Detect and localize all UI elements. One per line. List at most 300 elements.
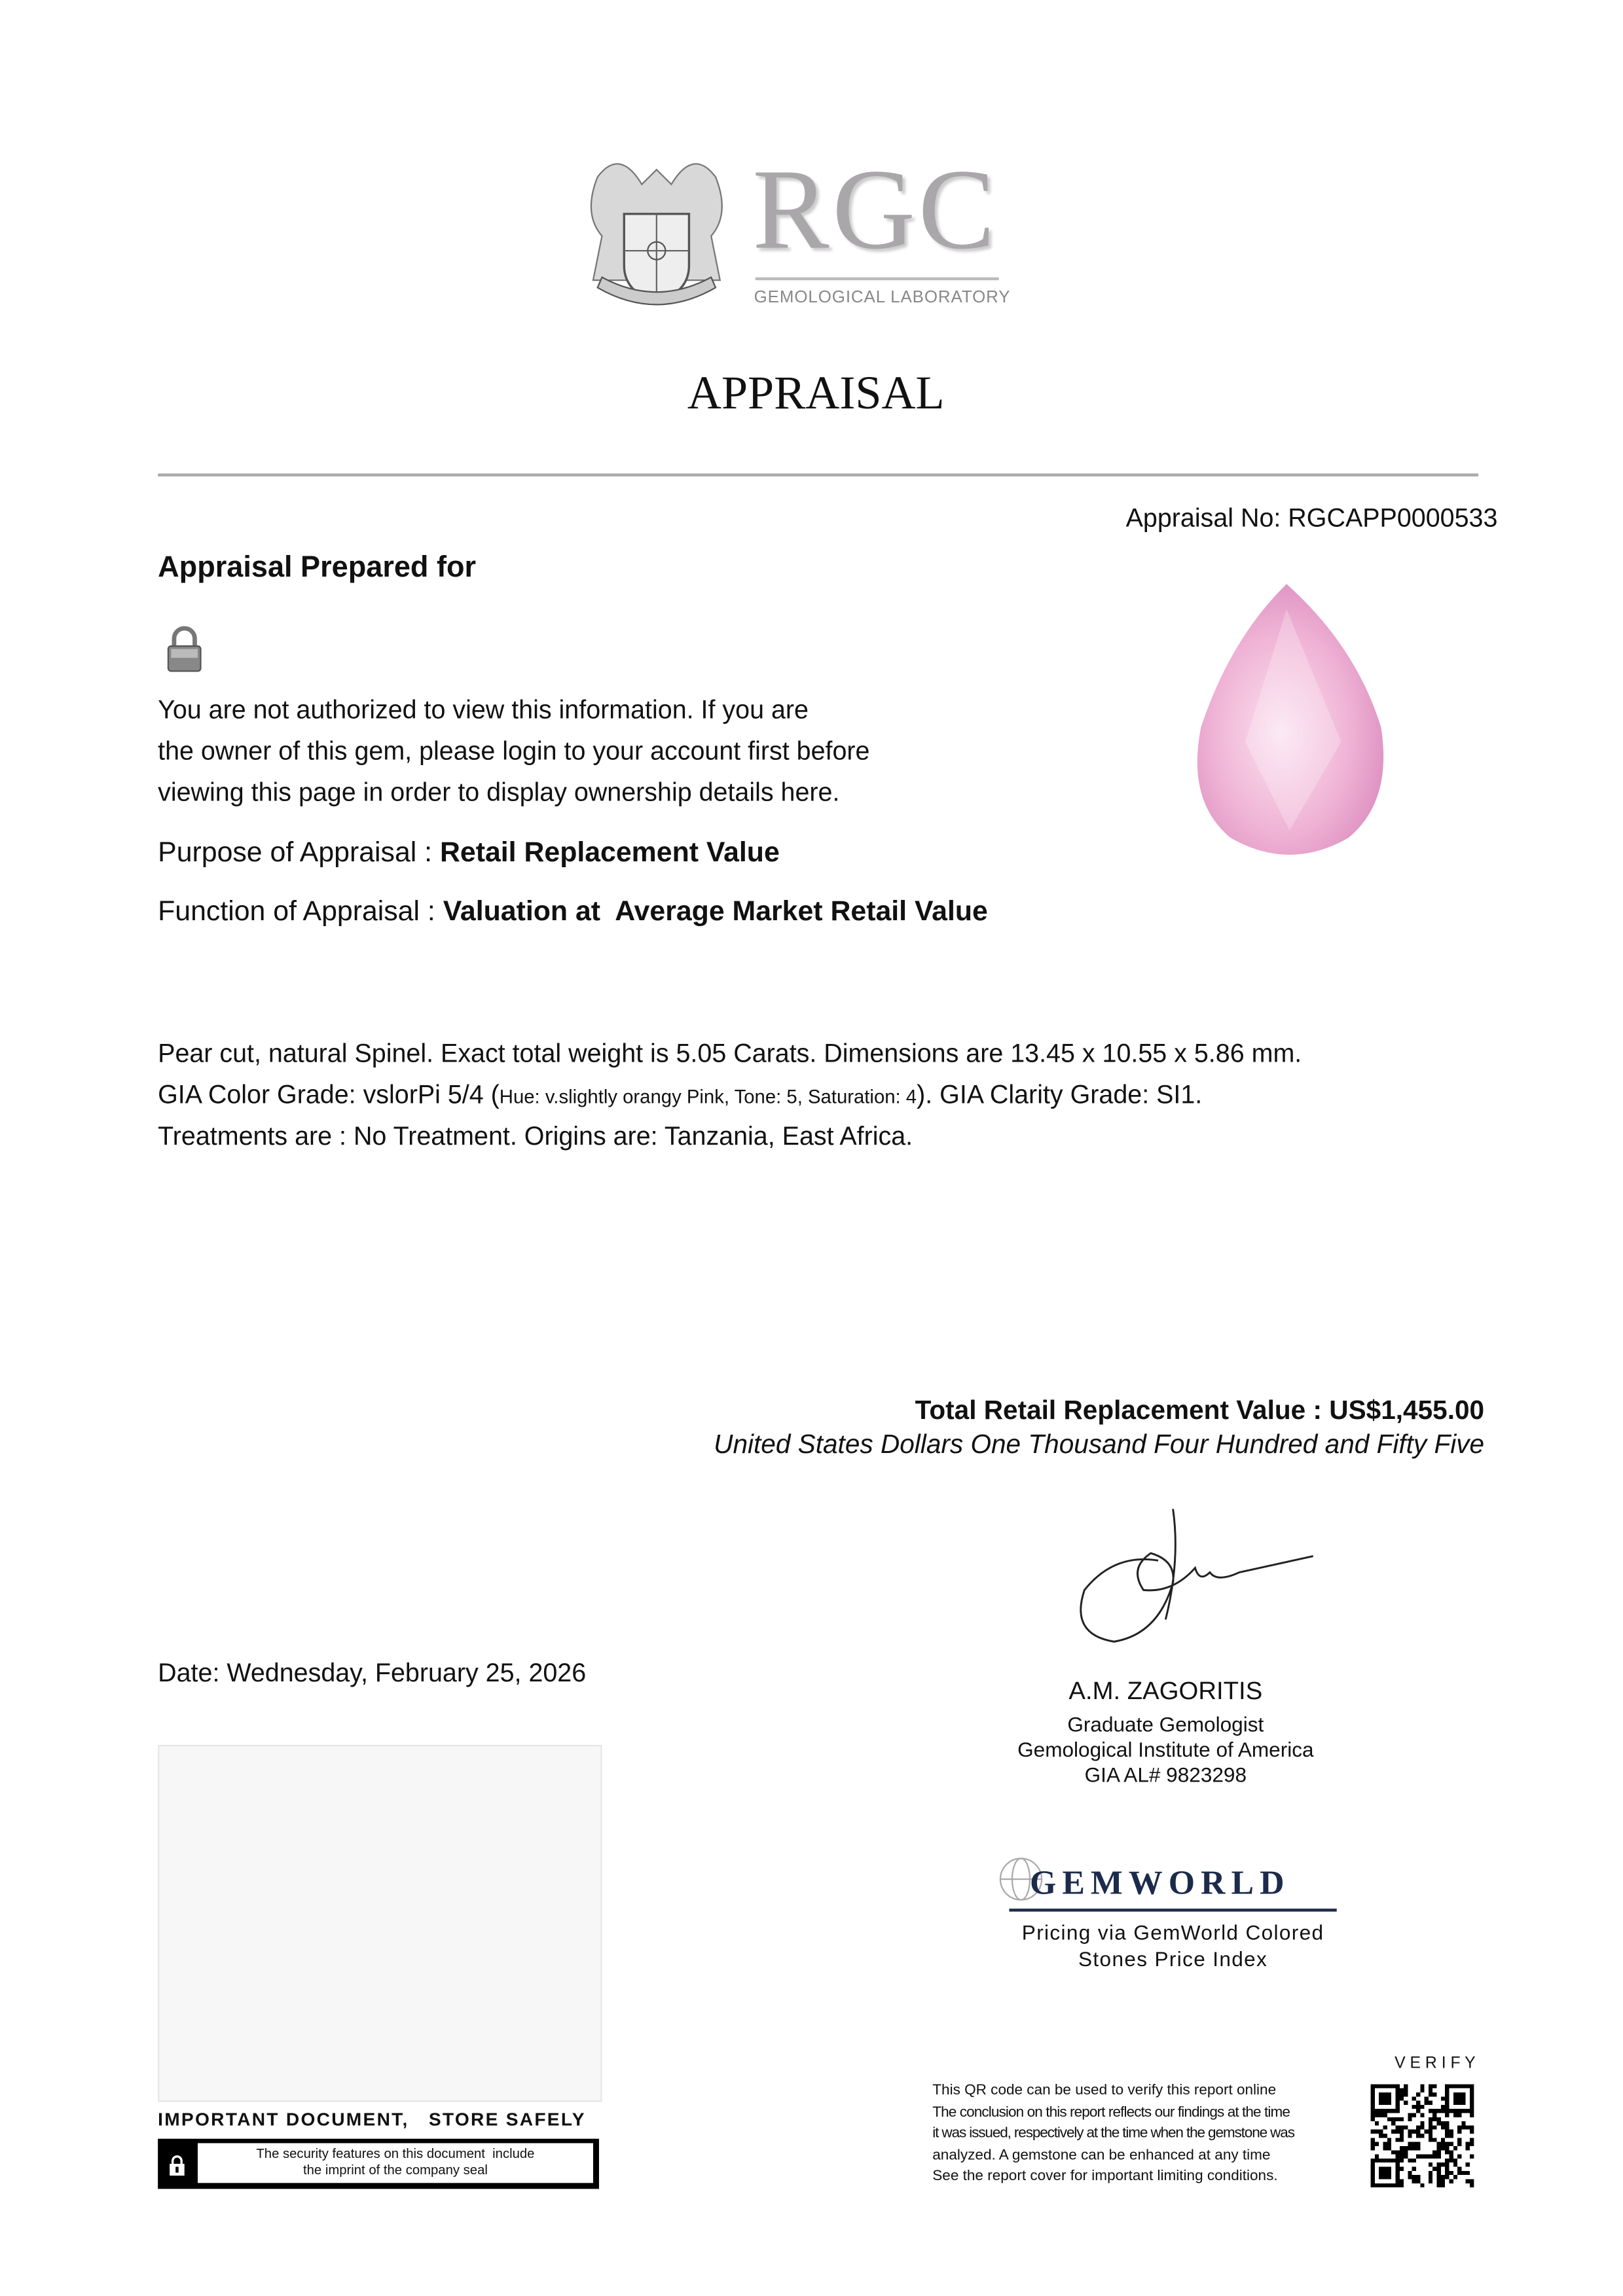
purpose-value: Retail Replacement Value (439, 838, 780, 869)
gemworld-logo (997, 1856, 1336, 1914)
qr-module (1441, 2125, 1445, 2129)
title-rule (158, 473, 1478, 475)
qr-module (1400, 2130, 1404, 2134)
qr-module (1429, 2155, 1432, 2159)
qr-module (1371, 2096, 1375, 2100)
signer-institute: Gemological Institute of America (1017, 1737, 1314, 1761)
qr-module (1416, 2092, 1420, 2096)
function-label: Function of Appraisal : (158, 897, 443, 928)
qr-module (1420, 2183, 1424, 2187)
qr-code[interactable] (1371, 2084, 1474, 2187)
qr-module (1470, 2089, 1474, 2092)
qr-module (1391, 2117, 1395, 2121)
qr-module (1383, 2175, 1387, 2179)
qr-module (1470, 2109, 1474, 2113)
qr-module (1371, 2113, 1375, 2117)
total-value-words: United States Dollars One Thousand Four Hundred and Fifty Five (714, 1429, 1485, 1459)
qr-module (1383, 2159, 1387, 2162)
qr-module (1395, 2125, 1399, 2129)
qr-module (1445, 2096, 1449, 2100)
qr-module (1404, 2092, 1408, 2096)
qr-module (1408, 2159, 1412, 2162)
qr-module (1432, 2155, 1436, 2159)
qr-module (1387, 2171, 1391, 2175)
qr-module (1437, 2175, 1441, 2179)
company-logo (575, 144, 1011, 317)
qr-module (1383, 2171, 1387, 2175)
qr-module (1449, 2159, 1453, 2162)
auth-line: You are not authorized to view this information. If you are (158, 694, 809, 725)
qr-module (1371, 2159, 1375, 2162)
gemworld-caption-line: Stones Price Index (1078, 1946, 1268, 1971)
qr-module (1371, 2105, 1375, 2109)
qr-module (1429, 2134, 1432, 2138)
qr-module (1387, 2101, 1391, 2105)
verify-line: See the report cover for important limiting conditions. (932, 2168, 1278, 2185)
qr-module (1383, 2134, 1387, 2138)
qr-module (1408, 2146, 1412, 2150)
qr-module (1441, 2175, 1445, 2179)
verify-line: it was issued, respectively at the time when the gemstone was (932, 2125, 1294, 2142)
qr-module (1437, 2121, 1441, 2125)
qr-module (1461, 2125, 1465, 2129)
qr-module (1432, 2092, 1436, 2096)
purpose-label: Purpose of Appraisal : (158, 838, 440, 869)
signature (1070, 1501, 1321, 1649)
qr-module (1408, 2130, 1412, 2134)
qr-module (1461, 2084, 1465, 2088)
qr-module (1400, 2138, 1404, 2142)
qr-module (1412, 2113, 1416, 2117)
qr-module (1466, 2109, 1470, 2113)
qr-module (1395, 2105, 1399, 2109)
function-of-appraisal (158, 897, 988, 929)
qr-module (1457, 2167, 1461, 2171)
qr-module (1470, 2084, 1474, 2088)
qr-module (1457, 2142, 1461, 2146)
qr-module (1379, 2167, 1383, 2171)
qr-module (1391, 2150, 1395, 2154)
gemstone-image (1186, 580, 1393, 867)
qr-module (1400, 2117, 1404, 2121)
qr-module (1408, 2113, 1412, 2117)
qr-module (1383, 2125, 1387, 2129)
qr-module (1420, 2089, 1424, 2092)
qr-module (1441, 2121, 1445, 2125)
qr-module (1425, 2155, 1429, 2159)
qr-module (1432, 2125, 1436, 2129)
qr-module (1466, 2125, 1470, 2129)
qr-module (1437, 2150, 1441, 2154)
qr-module (1416, 2105, 1420, 2109)
qr-module (1400, 2146, 1404, 2150)
qr-module (1457, 2092, 1461, 2096)
qr-module (1445, 2109, 1449, 2113)
qr-module (1470, 2092, 1474, 2096)
qr-module (1400, 2155, 1404, 2159)
qr-module (1371, 2109, 1375, 2113)
qr-module (1445, 2101, 1449, 2105)
qr-module (1441, 2183, 1445, 2187)
qr-module (1383, 2109, 1387, 2113)
qr-module (1470, 2101, 1474, 2105)
qr-module (1412, 2096, 1416, 2100)
qr-module (1379, 2134, 1383, 2138)
qr-module (1453, 2092, 1457, 2096)
qr-module (1387, 2183, 1391, 2187)
qr-module (1391, 2130, 1395, 2134)
qr-module (1400, 2096, 1404, 2100)
qr-module (1429, 2089, 1432, 2092)
qr-module (1383, 2084, 1387, 2088)
qr-module (1461, 2109, 1465, 2113)
signer-gia-number: GIA AL# 9823298 (1084, 1763, 1247, 1787)
color-grade: GIA Color Grade: vslorPi 5/4 ( (158, 1079, 500, 1109)
security-line: the imprint of the company seal (303, 2162, 488, 2178)
total-value: Total Retail Replacement Value : US$1,455.00 (915, 1395, 1485, 1425)
qr-module (1404, 2150, 1408, 2154)
qr-module (1395, 2162, 1399, 2166)
qr-module (1445, 2134, 1449, 2138)
qr-module (1387, 2117, 1391, 2121)
report-date: Date: Wednesday, February 25, 2026 (158, 1658, 587, 1688)
qr-module (1383, 2096, 1387, 2100)
qr-module (1457, 2096, 1461, 2100)
qr-module (1441, 2142, 1445, 2146)
qr-module (1404, 2155, 1408, 2159)
signer-name: A.M. ZAGORITIS (1068, 1677, 1263, 1706)
gemworld-caption (944, 1919, 1402, 1972)
qr-module (1453, 2175, 1457, 2179)
qr-module (1445, 2171, 1449, 2175)
qr-module (1416, 2134, 1420, 2138)
qr-module (1387, 2159, 1391, 2162)
qr-module (1461, 2096, 1465, 2100)
qr-module (1387, 2175, 1391, 2179)
qr-module (1432, 2109, 1436, 2113)
qr-module (1445, 2150, 1449, 2154)
qr-module (1470, 2105, 1474, 2109)
qr-module (1461, 2092, 1465, 2096)
qr-module (1379, 2096, 1383, 2100)
qr-module (1457, 2155, 1461, 2159)
qr-module (1470, 2113, 1474, 2117)
qr-module (1416, 2175, 1420, 2179)
security-box (158, 2139, 599, 2189)
qr-module (1412, 2179, 1416, 2183)
appraisal-number: Appraisal No: RGCAPP0000533 (1125, 503, 1498, 533)
qr-module (1383, 2101, 1387, 2105)
qr-module (1429, 2109, 1432, 2113)
qr-module (1449, 2084, 1453, 2088)
qr-module (1457, 2101, 1461, 2105)
photo-placeholder (158, 1745, 602, 2102)
qr-module (1441, 2109, 1445, 2113)
lock-icon (168, 2153, 186, 2177)
qr-module (1412, 2130, 1416, 2134)
qr-module (1453, 2109, 1457, 2113)
qr-module (1375, 2113, 1379, 2117)
qr-module (1453, 2101, 1457, 2105)
qr-module (1412, 2167, 1416, 2171)
qr-module (1375, 2130, 1379, 2134)
qr-module (1395, 2167, 1399, 2171)
description-line: Pear cut, natural Spinel. Exact total weight is 5.05 Carats. Dimensions are 13.45 x 10.55 x 5.86 mm. (158, 1038, 1302, 1068)
qr-module (1408, 2175, 1412, 2179)
qr-module (1375, 2183, 1379, 2187)
qr-module (1404, 2125, 1408, 2129)
qr-module (1416, 2142, 1420, 2146)
qr-module (1429, 2171, 1432, 2175)
qr-module (1441, 2146, 1445, 2150)
qr-module (1371, 2092, 1375, 2096)
qr-module (1445, 2105, 1449, 2109)
qr-module (1420, 2084, 1424, 2088)
qr-module (1371, 2162, 1375, 2166)
qr-module (1466, 2162, 1470, 2166)
qr-module (1420, 2155, 1424, 2159)
qr-module (1432, 2150, 1436, 2154)
security-text (198, 2143, 593, 2183)
qr-module (1445, 2167, 1449, 2171)
qr-module (1441, 2179, 1445, 2183)
qr-module (1470, 2155, 1474, 2159)
qr-module (1383, 2183, 1387, 2187)
gemworld-caption-line: Pricing via GemWorld Colored (1021, 1920, 1324, 1945)
qr-module (1395, 2171, 1399, 2175)
qr-module (1408, 2134, 1412, 2138)
qr-module (1395, 2089, 1399, 2092)
qr-module (1470, 2130, 1474, 2134)
qr-module (1470, 2179, 1474, 2183)
qr-module (1379, 2183, 1383, 2187)
qr-module (1457, 2109, 1461, 2113)
auth-line: viewing this page in order to display ownership details here. (158, 777, 840, 807)
qr-module (1441, 2138, 1445, 2142)
qr-module (1437, 2183, 1441, 2187)
qr-module (1412, 2159, 1416, 2162)
verify-line: The conclusion on this report reflects our findings at the time (932, 2104, 1290, 2121)
logo-rule (756, 278, 999, 279)
qr-module (1441, 2105, 1445, 2109)
qr-module (1416, 2146, 1420, 2150)
prepared-for-heading: Appraisal Prepared for (158, 551, 477, 584)
qr-module (1404, 2089, 1408, 2092)
qr-module (1387, 2138, 1391, 2142)
qr-module (1470, 2096, 1474, 2100)
qr-module (1457, 2171, 1461, 2175)
qr-module (1371, 2130, 1375, 2134)
qr-module (1379, 2084, 1383, 2088)
qr-module (1379, 2101, 1383, 2105)
qr-module (1400, 2159, 1404, 2162)
qr-module (1420, 2113, 1424, 2117)
qr-module (1412, 2146, 1416, 2150)
gemworld-rule (1009, 1909, 1336, 1912)
qr-module (1395, 2159, 1399, 2162)
qr-module (1429, 2125, 1432, 2129)
qr-module (1461, 2121, 1465, 2125)
qr-module (1466, 2179, 1470, 2183)
qr-module (1441, 2162, 1445, 2166)
color-grade-detail: Hue: v.slightly orangy Pink, Tone: 5, Saturation: 4 (499, 1085, 917, 1108)
qr-module (1400, 2183, 1404, 2187)
qr-module (1470, 2138, 1474, 2142)
qr-module (1379, 2171, 1383, 2175)
logo-letters: RGC (752, 144, 998, 273)
qr-module (1457, 2130, 1461, 2134)
qr-module (1449, 2109, 1453, 2113)
qr-module (1383, 2142, 1387, 2146)
qr-module (1437, 2179, 1441, 2183)
qr-module (1429, 2117, 1432, 2121)
qr-module (1420, 2125, 1424, 2129)
qr-module (1371, 2101, 1375, 2105)
qr-module (1408, 2142, 1412, 2146)
qr-module (1445, 2162, 1449, 2166)
qr-module (1449, 2134, 1453, 2138)
qr-module (1387, 2096, 1391, 2100)
qr-module (1371, 2171, 1375, 2175)
qr-module (1387, 2084, 1391, 2088)
qr-module (1404, 2101, 1408, 2105)
qr-module (1383, 2167, 1387, 2171)
qr-module (1429, 2101, 1432, 2105)
description-line (158, 1080, 1202, 1111)
function-value: Valuation at Average Market Retail Value (443, 897, 988, 928)
qr-module (1400, 2092, 1404, 2096)
qr-module (1387, 2109, 1391, 2113)
qr-module (1371, 2142, 1375, 2146)
qr-module (1395, 2096, 1399, 2100)
qr-module (1453, 2113, 1457, 2117)
security-line: The security features on this document include (256, 2145, 535, 2161)
qr-module (1453, 2162, 1457, 2166)
qr-module (1379, 2130, 1383, 2134)
qr-module (1420, 2105, 1424, 2109)
qr-module (1449, 2142, 1453, 2146)
qr-module (1466, 2146, 1470, 2150)
signer-block (944, 1677, 1387, 1786)
qr-module (1395, 2183, 1399, 2187)
qr-module (1461, 2171, 1465, 2175)
verify-line: This QR code can be used to verify this report online (932, 2083, 1277, 2099)
qr-module (1391, 2121, 1395, 2125)
qr-module (1383, 2146, 1387, 2150)
qr-module (1371, 2175, 1375, 2179)
qr-module (1449, 2179, 1453, 2183)
auth-line: the owner of this gem, please login to your account first before (158, 736, 870, 766)
qr-module (1429, 2175, 1432, 2179)
qr-module (1379, 2109, 1383, 2113)
qr-module (1371, 2146, 1375, 2150)
qr-module (1412, 2105, 1416, 2109)
qr-module (1457, 2138, 1461, 2142)
qr-module (1404, 2146, 1408, 2150)
logo-subtitle: GEMOLOGICAL LABORATORY (754, 289, 1011, 307)
qr-module (1416, 2101, 1420, 2105)
verify-label: V E R I F Y (1395, 2054, 1476, 2073)
qr-module (1449, 2155, 1453, 2159)
qr-module (1429, 2121, 1432, 2125)
qr-module (1379, 2175, 1383, 2179)
qr-module (1371, 2117, 1375, 2121)
qr-module (1412, 2175, 1416, 2179)
qr-module (1375, 2084, 1379, 2088)
qr-module (1395, 2109, 1399, 2113)
qr-module (1420, 2121, 1424, 2125)
qr-module (1391, 2159, 1395, 2162)
qr-module (1412, 2142, 1416, 2146)
qr-module (1437, 2109, 1441, 2113)
qr-module (1395, 2117, 1399, 2121)
qr-module (1445, 2089, 1449, 2092)
qr-module (1429, 2130, 1432, 2134)
qr-module (1425, 2096, 1429, 2100)
qr-module (1395, 2138, 1399, 2142)
qr-module (1449, 2150, 1453, 2154)
qr-module (1441, 2096, 1445, 2100)
qr-module (1400, 2167, 1404, 2171)
qr-module (1437, 2146, 1441, 2150)
qr-module (1437, 2142, 1441, 2146)
qr-module (1400, 2125, 1404, 2129)
qr-module (1375, 2159, 1379, 2162)
qr-module (1432, 2117, 1436, 2121)
qr-module (1387, 2142, 1391, 2146)
qr-module (1445, 2084, 1449, 2088)
qr-module (1383, 2092, 1387, 2096)
qr-module (1395, 2130, 1399, 2134)
qr-module (1395, 2101, 1399, 2105)
qr-module (1445, 2142, 1449, 2146)
qr-module (1416, 2109, 1420, 2113)
qr-module (1445, 2092, 1449, 2096)
qr-module (1429, 2179, 1432, 2183)
qr-module (1408, 2171, 1412, 2175)
qr-module (1400, 2150, 1404, 2154)
qr-module (1449, 2171, 1453, 2175)
qr-module (1445, 2125, 1449, 2129)
qr-module (1416, 2125, 1420, 2129)
qr-module (1371, 2089, 1375, 2092)
qr-module (1429, 2138, 1432, 2142)
signer-title: Graduate Gemologist (1067, 1712, 1264, 1736)
qr-module (1445, 2146, 1449, 2150)
qr-module (1445, 2113, 1449, 2117)
clarity-grade: ). GIA Clarity Grade: SI1. (917, 1079, 1203, 1109)
qr-module (1371, 2084, 1375, 2088)
qr-module (1395, 2092, 1399, 2096)
qr-module (1445, 2130, 1449, 2134)
qr-module (1453, 2159, 1457, 2162)
qr-module (1453, 2146, 1457, 2150)
qr-module (1432, 2084, 1436, 2088)
qr-module (1400, 2179, 1404, 2183)
qr-module (1437, 2162, 1441, 2166)
qr-module (1391, 2084, 1395, 2088)
qr-module (1371, 2179, 1375, 2183)
qr-module (1453, 2084, 1457, 2088)
qr-module (1445, 2159, 1449, 2162)
qr-module (1371, 2167, 1375, 2171)
qr-module (1453, 2096, 1457, 2100)
qr-module (1416, 2130, 1420, 2134)
qr-module (1408, 2117, 1412, 2121)
gemworld-wordmark: GEMWORLD (1030, 1864, 1290, 1901)
qr-module (1437, 2167, 1441, 2171)
qr-module (1432, 2113, 1436, 2117)
